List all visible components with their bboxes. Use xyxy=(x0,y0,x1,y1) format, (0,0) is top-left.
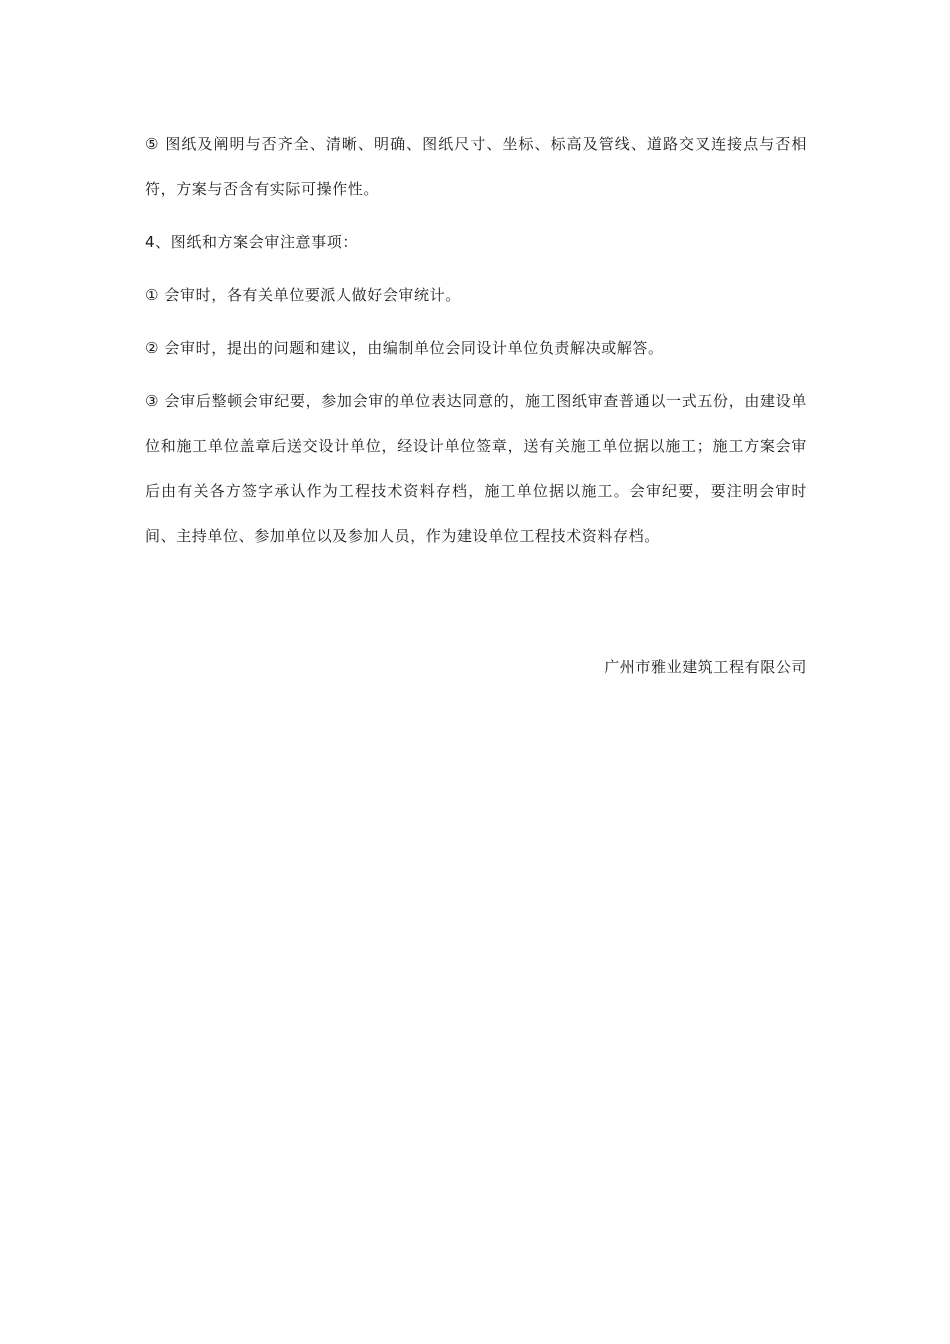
paragraph-item-1: ① 会审时，各有关单位要派人做好会审统计。 xyxy=(145,286,461,304)
section-heading-4: 4、图纸和方案会审注意事项： xyxy=(145,233,358,251)
document-body xyxy=(145,122,807,567)
paragraph-item-5: ⑤ 图纸及阐明与否齐全、清晰、明确、图纸尺寸、坐标、标高及管线、道路交叉连接点与否相符，方案与否含有实际可操作性。 xyxy=(145,135,807,198)
paragraph-item-2: ② 会审时，提出的问题和建议，由编制单位会同设计单位负责解决或解答。 xyxy=(145,339,664,357)
paragraph-item-3: ③ 会审后整顿会审纪要，参加会审的单位表达同意的，施工图纸审查普通以一式五份，由建设单位和施工单位盖章后送交设计单位，经设计单位签章，送有关施工单位据以施工；施工方案会审后由有关各方签字承认作为工程技术资料存档，施工单位据以施工。会审纪要，要注明会审时间、主持单位、参加单位以及参加人员，作为建设单位工程技术资料存档。 xyxy=(145,392,807,545)
company-signature: 广州市雅业建筑工程有限公司 xyxy=(604,658,807,676)
